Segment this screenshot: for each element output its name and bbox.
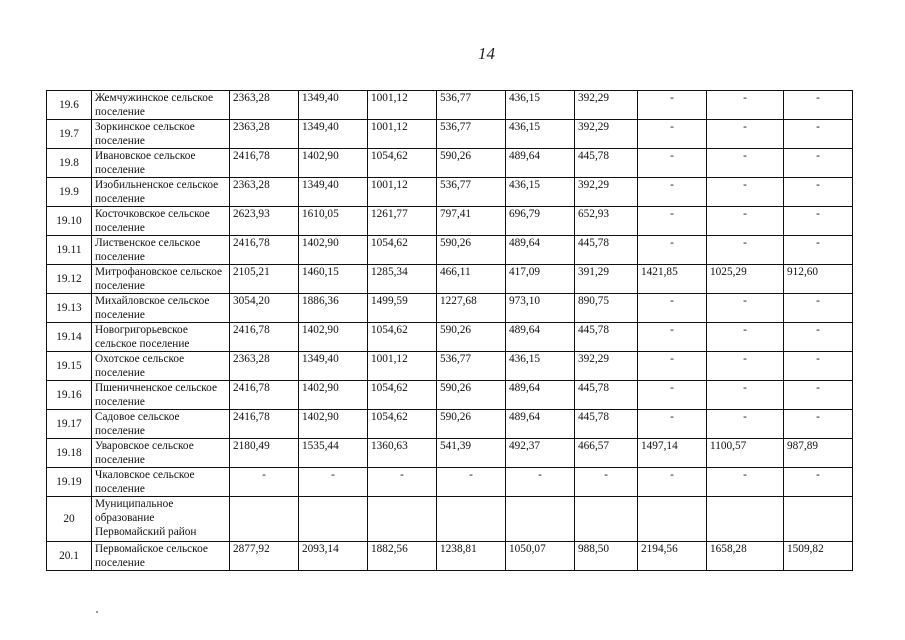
value-cell: 696,79 xyxy=(506,207,575,236)
value-cell: 590,26 xyxy=(437,236,506,265)
value-cell: - xyxy=(707,352,784,381)
value-cell: - xyxy=(784,207,853,236)
value-cell: 1402,90 xyxy=(299,236,368,265)
value-cell: 1402,90 xyxy=(299,323,368,352)
value-cell: 973,10 xyxy=(506,294,575,323)
table-row xyxy=(47,149,853,178)
row-number: 19.12 xyxy=(47,265,92,294)
value-cell: 1054,62 xyxy=(368,149,437,178)
value-cell: 590,26 xyxy=(437,410,506,439)
value-cell: - xyxy=(707,178,784,207)
value-cell: - xyxy=(638,178,707,207)
value-cell: 466,57 xyxy=(575,439,638,468)
value-cell: 1054,62 xyxy=(368,323,437,352)
value-cell: 536,77 xyxy=(437,352,506,381)
value-cell: 2363,28 xyxy=(230,91,299,120)
value-cell: - xyxy=(638,381,707,410)
value-cell: 1499,59 xyxy=(368,294,437,323)
value-cell: - xyxy=(784,236,853,265)
value-cell: - xyxy=(437,468,506,497)
value-cell: 2363,28 xyxy=(230,178,299,207)
value-cell: 436,15 xyxy=(506,91,575,120)
value-cell: 1882,56 xyxy=(368,542,437,571)
value-cell: 1535,44 xyxy=(299,439,368,468)
settlement-name: Косточковское сельское поселение xyxy=(92,207,230,236)
value-cell: 436,15 xyxy=(506,352,575,381)
value-cell: 445,78 xyxy=(575,236,638,265)
value-cell: 2093,14 xyxy=(299,542,368,571)
value-cell: 1497,14 xyxy=(638,439,707,468)
value-cell: - xyxy=(707,120,784,149)
value-cell: 1025,29 xyxy=(707,265,784,294)
value-cell: 541,39 xyxy=(437,439,506,468)
value-cell: - xyxy=(230,468,299,497)
value-cell: 436,15 xyxy=(506,178,575,207)
settlement-name: Чкаловское сельское поселение xyxy=(92,468,230,497)
value-cell: 392,29 xyxy=(575,91,638,120)
value-cell: 417,09 xyxy=(506,265,575,294)
value-cell: 1001,12 xyxy=(368,120,437,149)
value-cell: 1658,28 xyxy=(707,542,784,571)
settlement-name: Новогригорьевское сельское поселение xyxy=(92,323,230,352)
value-cell xyxy=(437,497,506,542)
value-cell: 1886,36 xyxy=(299,294,368,323)
value-cell: 489,64 xyxy=(506,323,575,352)
value-cell: 392,29 xyxy=(575,178,638,207)
row-number: 19.14 xyxy=(47,323,92,352)
table-row xyxy=(47,265,853,294)
value-cell xyxy=(707,497,784,542)
row-number: 19.9 xyxy=(47,178,92,207)
value-cell: 392,29 xyxy=(575,352,638,381)
value-cell: - xyxy=(707,323,784,352)
settlement-name: Пшеничненское сельское поселение xyxy=(92,381,230,410)
row-number: 19.10 xyxy=(47,207,92,236)
value-cell: 1227,68 xyxy=(437,294,506,323)
value-cell: - xyxy=(638,410,707,439)
value-cell: - xyxy=(784,120,853,149)
value-cell: - xyxy=(784,91,853,120)
value-cell: 466,11 xyxy=(437,265,506,294)
table-row xyxy=(47,236,853,265)
value-cell: 2416,78 xyxy=(230,236,299,265)
value-cell: - xyxy=(575,468,638,497)
value-cell: 436,15 xyxy=(506,120,575,149)
value-cell: 1285,34 xyxy=(368,265,437,294)
value-cell: 492,37 xyxy=(506,439,575,468)
value-cell: - xyxy=(368,468,437,497)
table-row xyxy=(47,294,853,323)
row-number: 20.1 xyxy=(47,542,92,571)
value-cell: 1001,12 xyxy=(368,352,437,381)
value-cell: 797,41 xyxy=(437,207,506,236)
value-cell: - xyxy=(784,149,853,178)
table-row xyxy=(47,178,853,207)
settlement-name: Зоркинское сельское поселение xyxy=(92,120,230,149)
value-cell xyxy=(638,497,707,542)
page-number: 14 xyxy=(478,44,495,63)
row-number: 19.6 xyxy=(47,91,92,120)
value-cell: 1001,12 xyxy=(368,178,437,207)
value-cell: - xyxy=(784,323,853,352)
value-cell: 2416,78 xyxy=(230,381,299,410)
value-cell: 1402,90 xyxy=(299,410,368,439)
value-cell: 1261,77 xyxy=(368,207,437,236)
value-cell: - xyxy=(638,236,707,265)
table-body xyxy=(47,91,853,571)
value-cell: 590,26 xyxy=(437,323,506,352)
value-cell: 1509,82 xyxy=(784,542,853,571)
value-cell: 1054,62 xyxy=(368,381,437,410)
value-cell: 489,64 xyxy=(506,149,575,178)
value-cell: - xyxy=(784,410,853,439)
value-cell: 445,78 xyxy=(575,381,638,410)
value-cell: - xyxy=(638,468,707,497)
value-cell: 2194,56 xyxy=(638,542,707,571)
value-cell: - xyxy=(707,381,784,410)
value-cell: 391,29 xyxy=(575,265,638,294)
value-cell: 1402,90 xyxy=(299,381,368,410)
value-cell: 2416,78 xyxy=(230,323,299,352)
settlement-name: Муниципальное образование Первомайский район xyxy=(92,497,230,542)
row-number: 19.17 xyxy=(47,410,92,439)
settlement-name: Первомайское сельское поселение xyxy=(92,542,230,571)
value-cell xyxy=(368,497,437,542)
table-row xyxy=(47,91,853,120)
value-cell: 2877,92 xyxy=(230,542,299,571)
table-row xyxy=(47,323,853,352)
value-cell: 489,64 xyxy=(506,381,575,410)
table-row xyxy=(47,468,853,497)
value-cell: 1001,12 xyxy=(368,91,437,120)
value-cell: 1360,63 xyxy=(368,439,437,468)
table-row xyxy=(47,207,853,236)
value-cell: - xyxy=(638,294,707,323)
settlement-name: Михайловское сельское поселение xyxy=(92,294,230,323)
value-cell: 1421,85 xyxy=(638,265,707,294)
row-number: 19.11 xyxy=(47,236,92,265)
table-row xyxy=(47,439,853,468)
value-cell: 2180,49 xyxy=(230,439,299,468)
settlement-name: Ивановское сельское поселение xyxy=(92,149,230,178)
value-cell: 2416,78 xyxy=(230,410,299,439)
value-cell: - xyxy=(784,178,853,207)
value-cell: 536,77 xyxy=(437,178,506,207)
value-cell: 445,78 xyxy=(575,323,638,352)
value-cell: - xyxy=(638,352,707,381)
value-cell: - xyxy=(506,468,575,497)
table-row xyxy=(47,410,853,439)
table-row xyxy=(47,381,853,410)
tariff-table xyxy=(46,90,853,571)
value-cell: - xyxy=(707,468,784,497)
value-cell: 445,78 xyxy=(575,410,638,439)
row-number: 19.18 xyxy=(47,439,92,468)
value-cell: 1349,40 xyxy=(299,120,368,149)
value-cell: 2363,28 xyxy=(230,120,299,149)
value-cell: - xyxy=(784,468,853,497)
value-cell: 1349,40 xyxy=(299,178,368,207)
settlement-name: Митрофановское сельское поселение xyxy=(92,265,230,294)
value-cell xyxy=(575,497,638,542)
value-cell: 1349,40 xyxy=(299,91,368,120)
value-cell xyxy=(506,497,575,542)
value-cell: 2623,93 xyxy=(230,207,299,236)
value-cell: 1054,62 xyxy=(368,410,437,439)
value-cell: 652,93 xyxy=(575,207,638,236)
value-cell: 536,77 xyxy=(437,91,506,120)
value-cell: 890,75 xyxy=(575,294,638,323)
row-number: 19.13 xyxy=(47,294,92,323)
value-cell: 590,26 xyxy=(437,149,506,178)
value-cell: 1402,90 xyxy=(299,149,368,178)
settlement-name: Садовое сельское поселение xyxy=(92,410,230,439)
value-cell: - xyxy=(707,236,784,265)
value-cell: 1054,62 xyxy=(368,236,437,265)
value-cell: 912,60 xyxy=(784,265,853,294)
value-cell: 1460,15 xyxy=(299,265,368,294)
value-cell: - xyxy=(707,410,784,439)
value-cell: 489,64 xyxy=(506,410,575,439)
row-number: 19.15 xyxy=(47,352,92,381)
value-cell: - xyxy=(638,207,707,236)
value-cell: 392,29 xyxy=(575,120,638,149)
settlement-name: Уваровское сельское поселение xyxy=(92,439,230,468)
value-cell: 2105,21 xyxy=(230,265,299,294)
value-cell: 590,26 xyxy=(437,381,506,410)
value-cell: - xyxy=(707,91,784,120)
value-cell: - xyxy=(707,149,784,178)
row-number: 19.7 xyxy=(47,120,92,149)
value-cell: 1238,81 xyxy=(437,542,506,571)
value-cell: 987,89 xyxy=(784,439,853,468)
value-cell xyxy=(784,497,853,542)
value-cell: - xyxy=(638,91,707,120)
value-cell: - xyxy=(784,294,853,323)
value-cell: 445,78 xyxy=(575,149,638,178)
value-cell: 1349,40 xyxy=(299,352,368,381)
value-cell: 1100,57 xyxy=(707,439,784,468)
value-cell: 1610,05 xyxy=(299,207,368,236)
settlement-name: Изобильненское сельское поселение xyxy=(92,178,230,207)
table-row xyxy=(47,497,853,542)
table-row xyxy=(47,352,853,381)
scan-speck xyxy=(96,611,98,613)
table-row xyxy=(47,542,853,571)
row-number: 19.16 xyxy=(47,381,92,410)
row-number: 19.8 xyxy=(47,149,92,178)
value-cell: - xyxy=(707,207,784,236)
value-cell: 489,64 xyxy=(506,236,575,265)
value-cell: - xyxy=(707,294,784,323)
value-cell: - xyxy=(299,468,368,497)
table-row xyxy=(47,120,853,149)
value-cell xyxy=(299,497,368,542)
settlement-name: Жемчужинское сельское поселение xyxy=(92,91,230,120)
value-cell: 2416,78 xyxy=(230,149,299,178)
value-cell: - xyxy=(638,149,707,178)
value-cell: 2363,28 xyxy=(230,352,299,381)
value-cell: - xyxy=(638,323,707,352)
row-number: 19.19 xyxy=(47,468,92,497)
value-cell xyxy=(230,497,299,542)
value-cell: - xyxy=(784,381,853,410)
value-cell: 3054,20 xyxy=(230,294,299,323)
settlement-name: Охотское сельское поселение xyxy=(92,352,230,381)
settlement-name: Лиственское сельское поселение xyxy=(92,236,230,265)
value-cell: - xyxy=(784,352,853,381)
value-cell: 536,77 xyxy=(437,120,506,149)
row-number: 20 xyxy=(47,497,92,542)
value-cell: 1050,07 xyxy=(506,542,575,571)
value-cell: - xyxy=(638,120,707,149)
value-cell: 988,50 xyxy=(575,542,638,571)
